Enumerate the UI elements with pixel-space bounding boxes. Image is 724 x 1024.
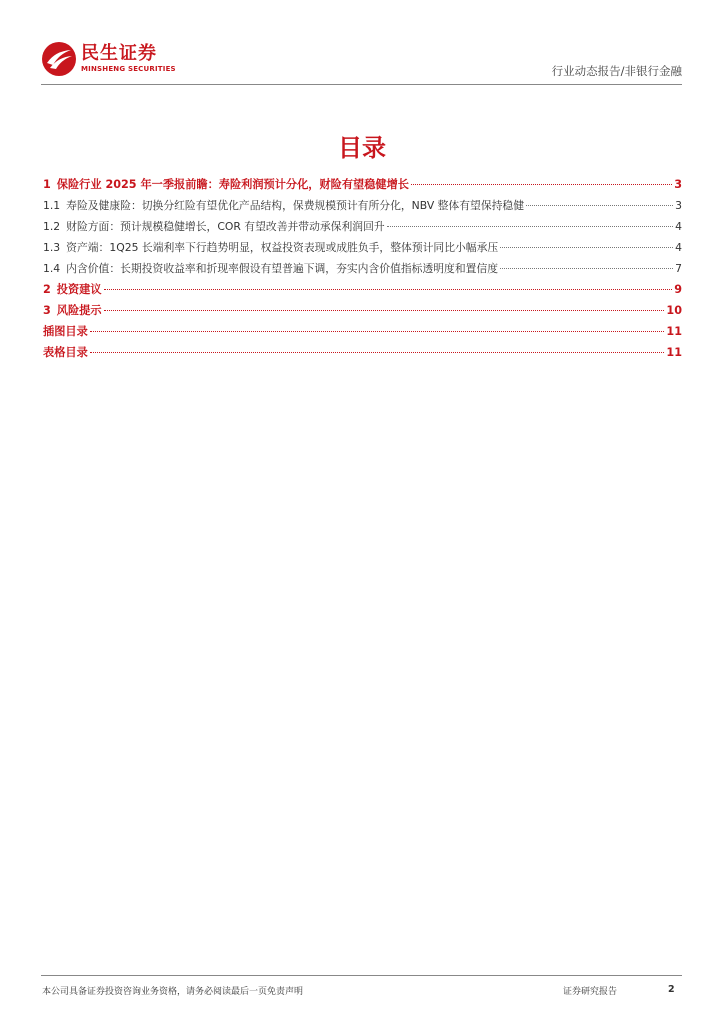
toc-entry-text <box>43 258 498 279</box>
toc-entry[interactable] <box>43 216 682 237</box>
toc-entry-number: 1.4 <box>43 262 61 275</box>
toc-leader-dots <box>526 205 673 206</box>
toc-leader-dots <box>90 331 665 332</box>
toc-entry-title: 财险方面：预计规模稳健增长，COR 有望改善并带动承保利润回升 <box>66 220 385 233</box>
page-header <box>41 41 682 85</box>
toc-entry-page: 3 <box>674 178 682 191</box>
toc-leader-dots <box>500 247 673 248</box>
toc-entry-page: 3 <box>675 199 682 212</box>
report-type: 行业动态报告/非银行金融 <box>551 64 682 78</box>
toc-leader-dots <box>387 226 673 227</box>
toc-entry[interactable] <box>43 342 682 363</box>
toc-entry-title: 投资建议 <box>56 283 102 296</box>
toc-entry-title: 保险行业 2025 年一季报前瞻：寿险利润预计分化，财险有望稳健增长 <box>56 178 409 191</box>
toc-entry-page: 7 <box>675 262 682 275</box>
toc-leader-dots <box>104 310 665 311</box>
toc-entry-title: 寿险及健康险：切换分红险有望优化产品结构，保费规模预计有所分化，NBV 整体有望保持稳健 <box>66 199 525 212</box>
toc-entry-title: 资产端：1Q25 长端利率下行趋势明显，权益投资表现或成胜负手，整体预计同比小幅承压 <box>66 241 499 254</box>
toc-entry-number: 3 <box>43 304 51 317</box>
toc-entry-text <box>43 216 385 237</box>
toc-entry-text <box>43 300 102 321</box>
footer-divider <box>41 975 682 976</box>
toc-leader-dots <box>90 352 665 353</box>
footer-disclaimer: 本公司具备证券投资咨询业务资格，请务必阅读最后一页免责声明 <box>42 987 304 997</box>
logo-chinese-name: 民生证券 <box>81 43 157 64</box>
toc-entry-page: 4 <box>675 220 682 233</box>
toc-entry-page: 11 <box>666 325 682 338</box>
toc-entry-number: 1 <box>43 178 51 191</box>
toc-entry[interactable] <box>43 258 682 279</box>
toc-entry[interactable] <box>43 300 682 321</box>
toc-entry-text <box>43 321 88 342</box>
toc-entry-title: 内含价值：长期投资收益率和折现率假设有望普遍下调，夯实内含价值指标透明度和置信度 <box>66 262 499 275</box>
toc-entry-text <box>43 195 524 216</box>
toc-entry-text <box>43 174 409 195</box>
toc-entry-title: 表格目录 <box>43 346 88 359</box>
toc-entry-title: 风险提示 <box>56 304 102 317</box>
toc-entry-text <box>43 342 88 363</box>
toc-entry[interactable] <box>43 174 682 195</box>
toc-entry-text <box>43 237 498 258</box>
toc-entry-page: 4 <box>675 241 682 254</box>
toc-entry[interactable] <box>43 195 682 216</box>
toc-leader-dots <box>500 268 673 269</box>
toc-entry-number: 1.3 <box>43 241 61 254</box>
toc-leader-dots <box>104 289 673 290</box>
toc-title: 目录 <box>338 134 386 162</box>
footer-category: 证券研究报告 <box>563 987 618 997</box>
toc-entry-page: 9 <box>674 283 682 296</box>
toc-entry-page: 11 <box>666 346 682 359</box>
page-number: 2 <box>668 984 675 995</box>
toc-entry[interactable] <box>43 237 682 258</box>
toc-entry-text <box>43 279 102 300</box>
table-of-contents <box>43 174 682 363</box>
header-divider <box>41 84 682 85</box>
toc-entry[interactable] <box>43 321 682 342</box>
company-logo <box>41 41 176 77</box>
logo-english-name: MINSHENG SECURITIES <box>81 65 176 73</box>
minsheng-logo-icon <box>41 41 77 77</box>
toc-entry[interactable] <box>43 279 682 300</box>
toc-entry-title: 插图目录 <box>43 325 88 338</box>
toc-entry-number: 1.1 <box>43 199 61 212</box>
toc-entry-number: 2 <box>43 283 51 296</box>
toc-entry-page: 10 <box>666 304 682 317</box>
toc-leader-dots <box>411 184 672 185</box>
toc-entry-number: 1.2 <box>43 220 61 233</box>
